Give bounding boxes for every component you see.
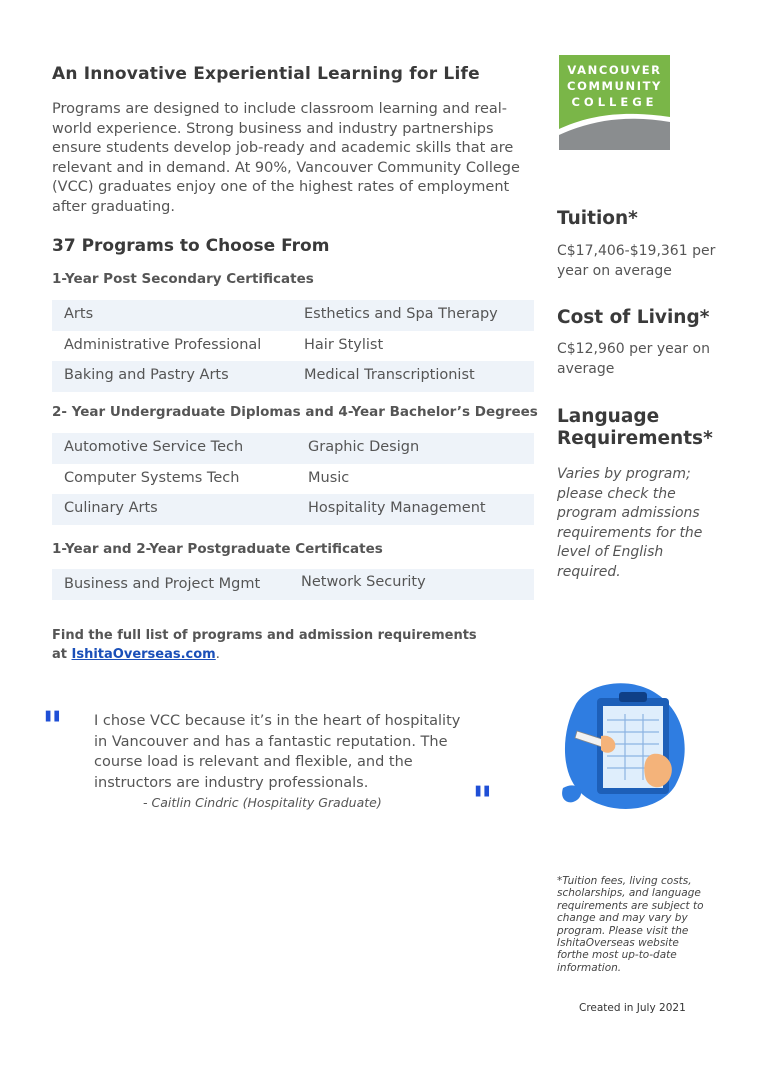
group-2-title: 2- Year Undergraduate Diplomas and 4-Year Bachelor’s Degrees [52, 404, 538, 420]
language-text: Varies by program; please check the program admissions requirements for the level of English required. [557, 466, 703, 580]
program-name: Culinary Arts [64, 500, 158, 516]
program-name: Esthetics and Spa Therapy [304, 306, 498, 322]
table-row [52, 433, 534, 464]
living-title: Cost of Living* [557, 307, 710, 328]
ishitaoverseas-link[interactable]: IshitaOverseas.com [71, 647, 216, 662]
logo-line-2: COMMUNITY [567, 79, 662, 93]
program-name: Medical Transcriptionist [304, 367, 475, 383]
open-quote-icon: " [42, 703, 63, 750]
table-row [52, 331, 534, 362]
programs-heading: 37 Programs to Choose From [52, 236, 330, 256]
logo-line-1: VANCOUVER [567, 63, 662, 77]
language-title: Language Requirements* [557, 406, 713, 449]
table-row [52, 300, 534, 331]
table-row [52, 494, 534, 525]
program-name: Hospitality Management [308, 500, 486, 516]
program-name: Hair Stylist [304, 336, 384, 353]
tuition-title: Tuition* [557, 208, 638, 229]
group-1-title: 1-Year Post Secondary Certificates [52, 271, 314, 287]
close-quote-icon: " [472, 778, 493, 825]
page-title: An Innovative Experiential Learning for Life [52, 64, 480, 84]
program-table-3 [52, 569, 534, 600]
program-table-2 [52, 433, 534, 525]
program-name: Baking and Pastry Arts [64, 367, 229, 383]
group-3-title: 1-Year and 2-Year Postgraduate Certificates [52, 541, 383, 557]
program-name: Network Security [301, 574, 426, 590]
program-name: Computer Systems Tech [64, 469, 240, 486]
program-name: Arts [64, 306, 94, 322]
living-text: C$12,960 per year on average [557, 341, 710, 377]
intro-paragraph: Programs are designed to include classroom learning and real-world experience. Strong business and industry partnerships ensure students develop job-ready and academic skills that are relevant and in demand. At 90%, Vancouver Community College (VCC) graduates enjoy one of the highest rates of employment after graduating. [52, 101, 520, 215]
program-name: Graphic Design [308, 439, 420, 455]
created-date: Created in July 2021 [579, 1002, 686, 1014]
footnote: *Tuition fees, living costs, scholarships, and language requirements are subject to change and may vary by program. Please visit the IshitaOverseas website forthe most up-to-date information. [557, 875, 704, 974]
testimonial-attribution: - Caitlin Cindric (Hospitality Graduate) [143, 795, 382, 810]
program-table-1 [52, 300, 534, 392]
clipboard-illustration-icon [557, 676, 692, 816]
table-row [52, 569, 534, 600]
testimonial-quote: I chose VCC because it’s in the heart of hospitality in Vancouver and has a fantastic reputation. The course load is relevant and flexible, and the instructors are industry professionals. [94, 713, 461, 791]
vcc-logo [559, 55, 670, 150]
tuition-text: C$17,406-$19,361 per year on average [557, 243, 716, 279]
logo-swoosh-icon [559, 55, 670, 150]
program-name: Automotive Service Tech [64, 439, 244, 455]
program-name: Administrative Professional [64, 336, 262, 353]
program-name: Business and Project Mgmt [64, 576, 261, 592]
table-row [52, 464, 534, 495]
table-row [52, 361, 534, 392]
program-name: Music [308, 469, 350, 486]
logo-line-3: COLLEGE [571, 95, 658, 109]
find-programs-note: Find the full list of programs and admission requirements at IshitaOverseas.com. [52, 628, 477, 662]
